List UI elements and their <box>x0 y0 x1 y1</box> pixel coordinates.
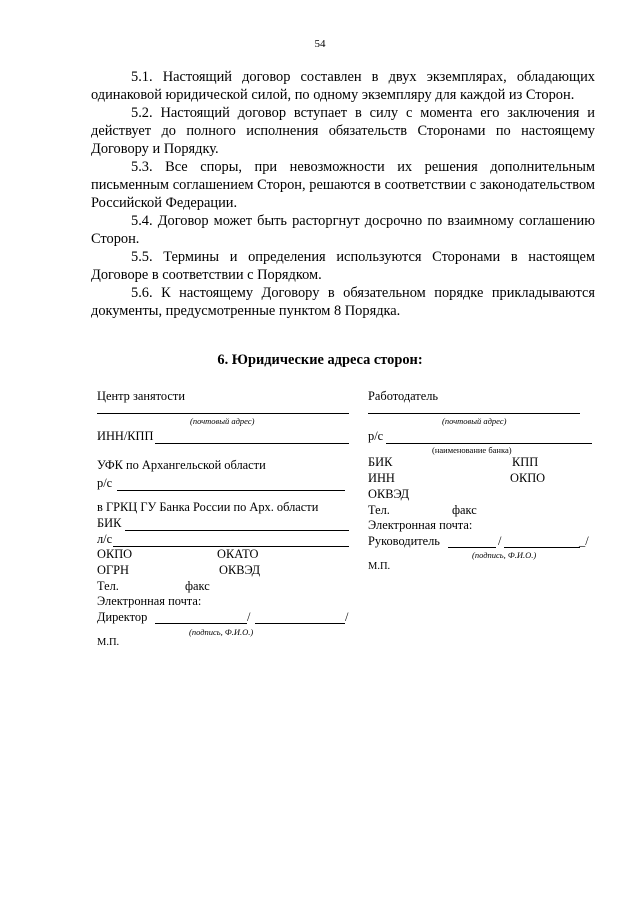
employer-sign-caption: (подпись, Ф.И.О.) <box>472 550 537 560</box>
employer-rs-label: р/с <box>368 429 384 443</box>
employer-rs-line <box>386 443 592 444</box>
clause-5-4: 5.4. Договор может быть расторгнут досрочно по взаимному соглашению Сторон. <box>91 213 595 247</box>
stamp-place-right: М.П. <box>368 561 391 572</box>
clause-5-6: 5.6. К настоящему Договору в обязательном порядке прикладываются документы, предусмотренные пунктом 8 Порядка. <box>91 285 595 319</box>
clause-5-5: 5.5. Термины и определения используются Сторонами в настоящем Договоре в соответствии с Порядком. <box>91 249 595 283</box>
director-slash: / <box>247 610 251 624</box>
rs-label: р/с <box>97 476 113 490</box>
tel-label: Тел. <box>97 579 119 593</box>
postal-address-line <box>97 413 349 414</box>
employer-name-line <box>504 547 580 548</box>
okato-label: ОКАТО <box>217 547 259 561</box>
employment-center-heading: Центр занятости <box>97 389 185 403</box>
okved-label: ОКВЭД <box>219 563 261 577</box>
email-label: Электронная почта: <box>97 594 202 608</box>
ufk-label: УФК по Архангельской области <box>97 458 266 472</box>
employer-postal-caption: (почтовый адрес) <box>442 416 507 426</box>
director-label: Директор <box>97 610 148 624</box>
employer-bik-label: БИК <box>368 455 393 469</box>
bik-label: БИК <box>97 516 122 530</box>
contract-terms <box>91 68 595 320</box>
employer-slash-end: _/ <box>579 534 589 548</box>
employer-head-label: Руководитель <box>368 534 440 548</box>
inn-kpp-label: ИНН/КПП <box>97 429 154 443</box>
employer-fax-label: факс <box>452 503 477 517</box>
employer-kpp-label: КПП <box>512 455 539 469</box>
clause-5-3: 5.3. Все споры, при невозможности их решения дополнительным письменным соглашением Сторон, решаются в соответствии с законодательством Российской Федерации. <box>91 159 595 211</box>
employer-signature-line <box>448 547 496 548</box>
bik-line <box>125 530 349 531</box>
inn-kpp-line <box>155 443 349 444</box>
employer-tel-label: Тел. <box>368 503 390 517</box>
page-number: 54 <box>314 38 326 50</box>
employer-postal-line <box>368 413 580 414</box>
clause-5-2: 5.2. Настоящий договор вступает в силу с момента его заключения и действует до полного исполнения обязательств Сторонами по настоящему Договору и Порядку. <box>91 105 595 157</box>
rs-line <box>117 490 345 491</box>
clause-5-1: 5.1. Настоящий договор составлен в двух экземплярах, обладающих одинаковой юридической силой, по одному экземпляру для каждой из Сторон. <box>91 69 595 103</box>
director-name-line <box>255 623 345 624</box>
postal-address-caption: (почтовый адрес) <box>190 416 255 426</box>
employer-okved-label: ОКВЭД <box>368 487 410 501</box>
bank-name-caption: (наименование банка) <box>432 445 512 455</box>
employer-slash: / <box>498 534 502 548</box>
fax-label: факс <box>185 579 210 593</box>
ogrn-label: ОГРН <box>97 563 129 577</box>
section-title: 6. Юридические адреса сторон: <box>217 352 423 368</box>
director-signature-line <box>155 623 247 624</box>
employer-heading: Работодатель <box>368 389 439 403</box>
okpo-label: ОКПО <box>97 547 133 561</box>
director-slash-end: / <box>345 610 349 624</box>
employer-email-label: Электронная почта: <box>368 518 473 532</box>
stamp-place-left: М.П. <box>97 637 120 648</box>
employer-inn-label: ИНН <box>368 471 395 485</box>
ls-label: л/с <box>97 532 113 546</box>
director-sign-caption: (подпись, Ф.И.О.) <box>189 627 254 637</box>
bank-label: в ГРКЦ ГУ Банка России по Арх. области <box>97 500 319 514</box>
employer-okpo-label: ОКПО <box>510 471 546 485</box>
